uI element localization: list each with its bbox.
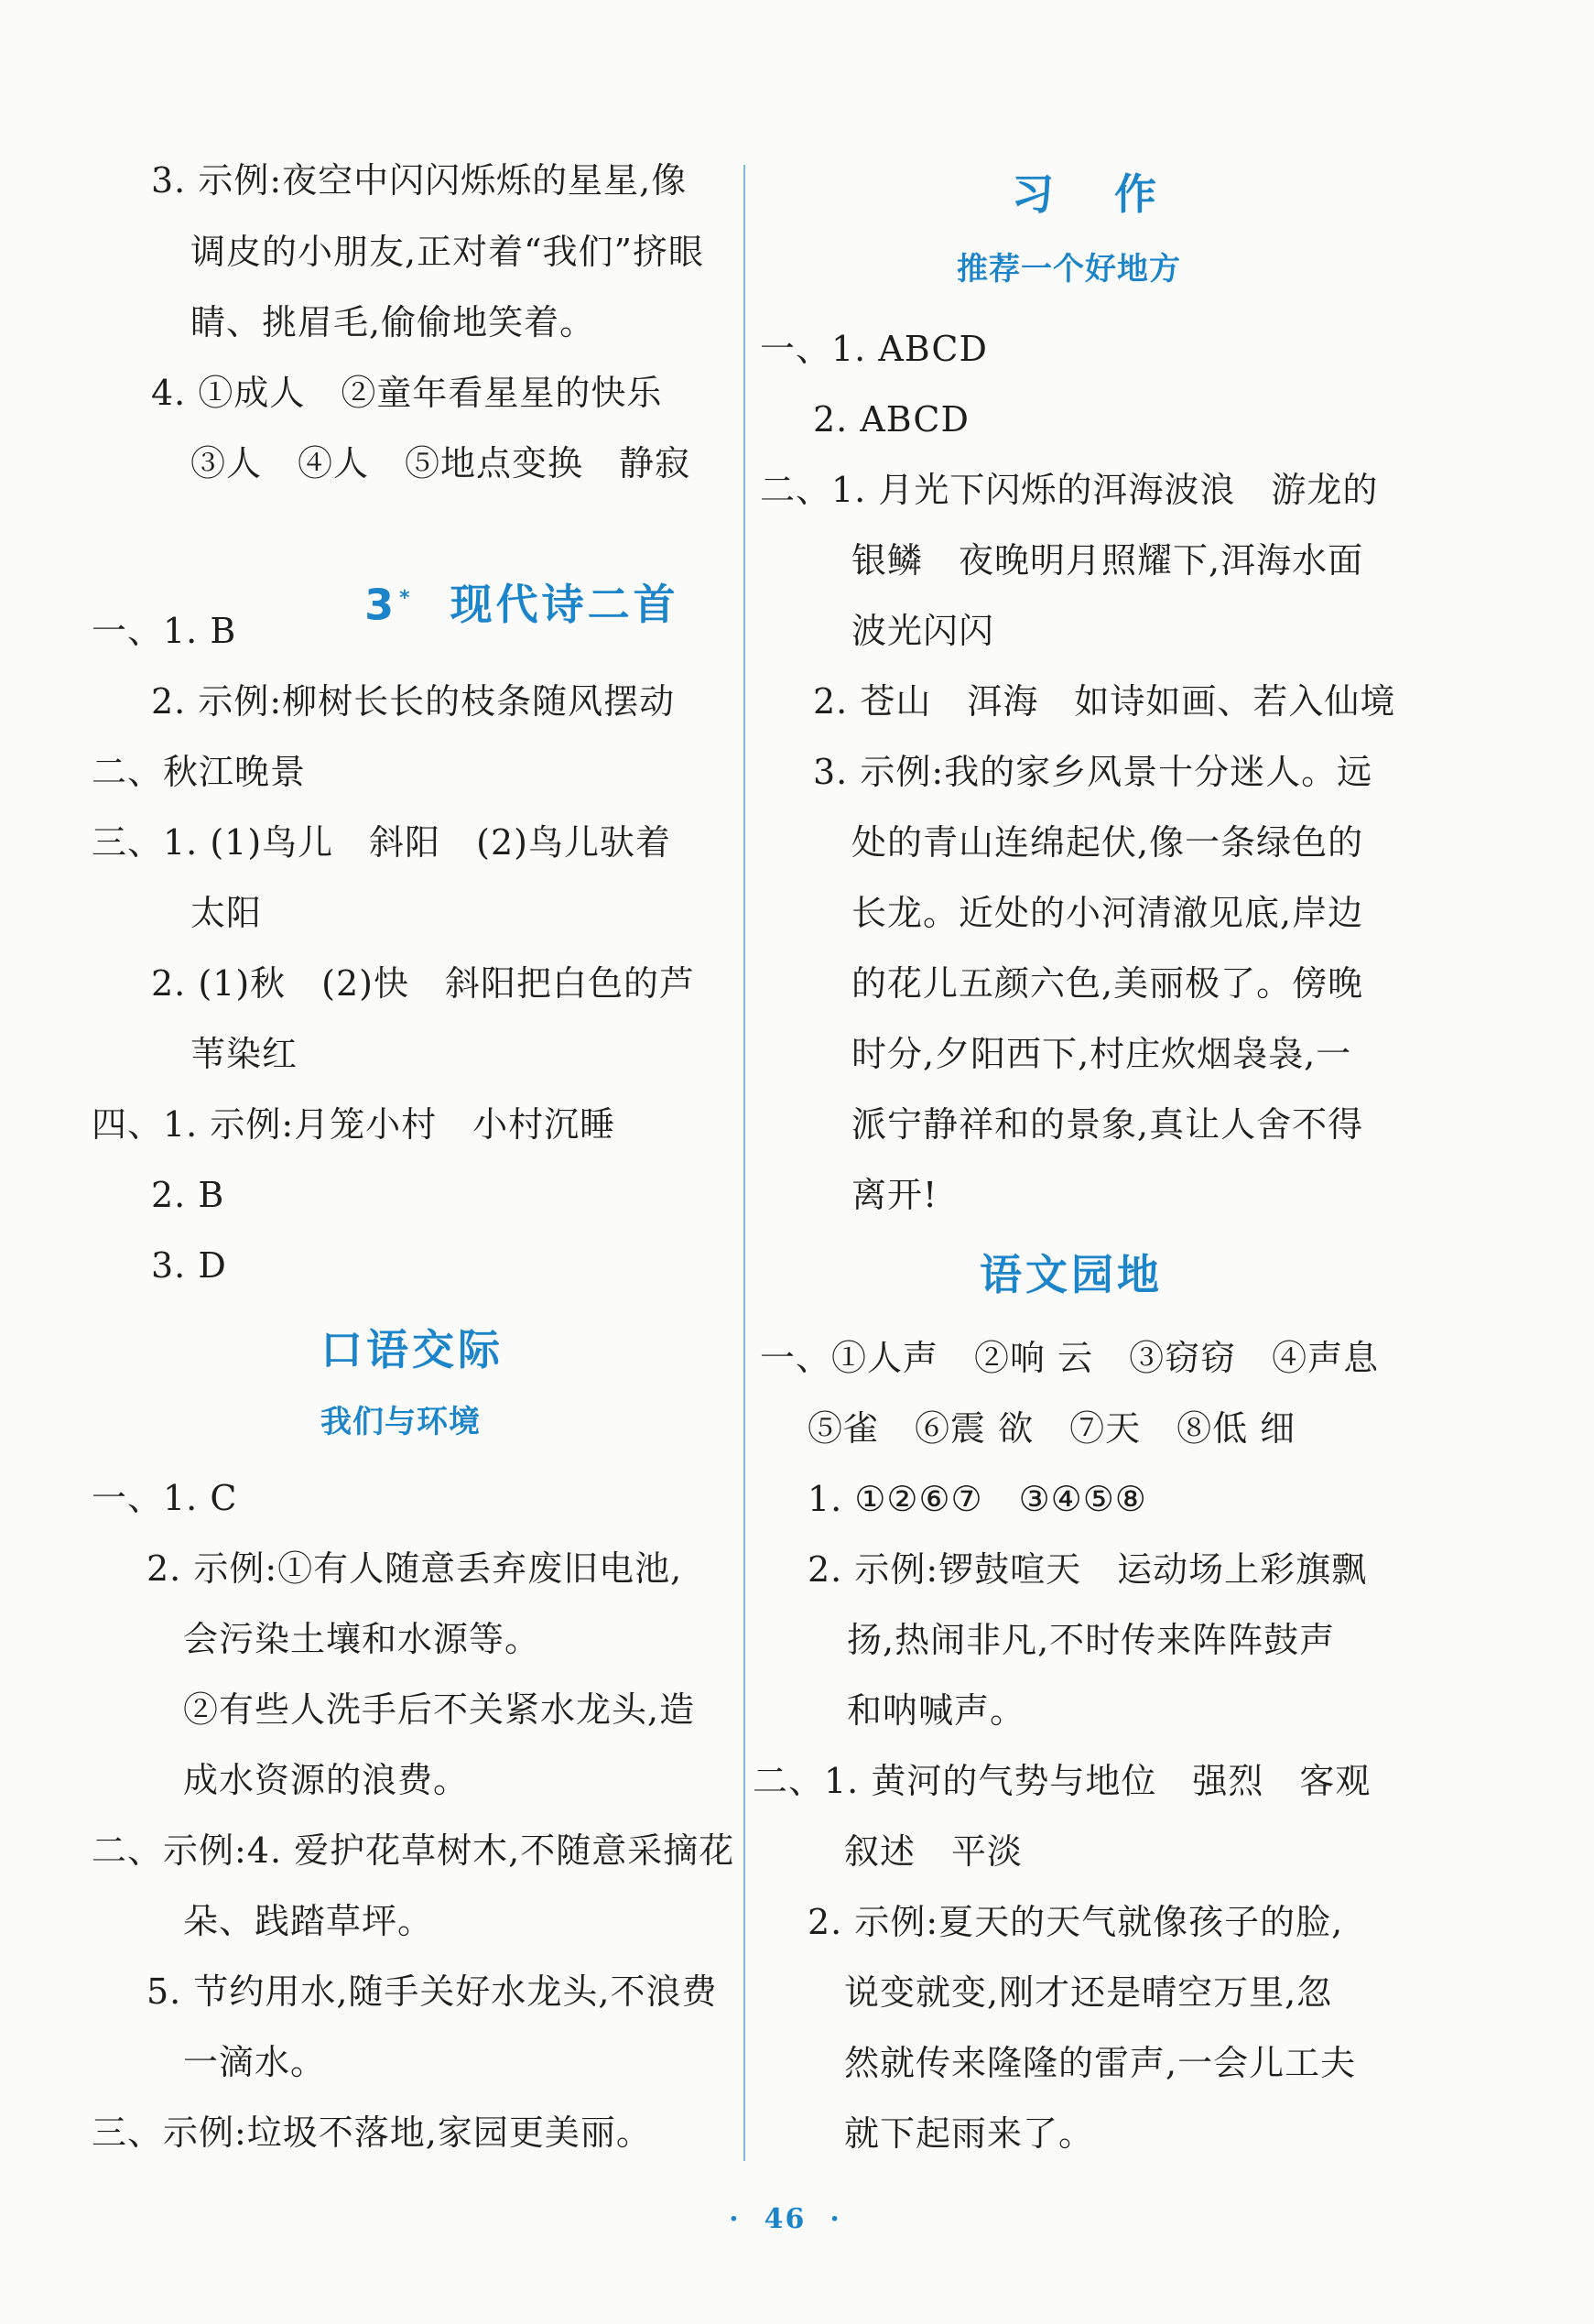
answer-line: 2. (1)秋 (2)快 斜阳把白色的芦 xyxy=(151,963,695,1004)
answer-line: 苇染红 xyxy=(190,1034,298,1074)
answer-line: 二、秋江晚景 xyxy=(92,752,307,792)
answer-line: 4. ①成人 ②童年看星星的快乐 xyxy=(151,373,663,413)
answer-line: 四、1. 示例:月笼小村 小村沉睡 xyxy=(92,1104,616,1145)
answer-line: 2. B xyxy=(151,1175,225,1215)
answer-line: 太阳 xyxy=(190,893,263,933)
answer-line: 离开! xyxy=(851,1175,938,1215)
lesson-number: 3 xyxy=(364,580,398,630)
answer-line: 三、1. (1)鸟儿 斜阳 (2)鸟儿驮着 xyxy=(92,822,671,863)
answer-line: 2. 示例:柳树长长的枝条随风摆动 xyxy=(151,681,676,722)
answer-line: 叙述 平淡 xyxy=(844,1831,1024,1872)
answer-line: 3. 示例:夜空中闪闪烁烁的星星,像 xyxy=(151,160,688,201)
section-title-poems xyxy=(255,522,679,681)
answer-line: 5. 节约用水,随手关好水龙头,不浪费 xyxy=(146,1971,718,2012)
answer-line: 2. 示例:锣鼓喧天 运动场上彩旗飘 xyxy=(808,1549,1368,1590)
section-title-garden: 语文园地 xyxy=(980,1250,1163,1299)
column-divider xyxy=(743,165,745,2161)
answer-line: 2. 示例:夏天的天气就像孩子的脸, xyxy=(808,1902,1344,1942)
answer-line: 和呐喊声。 xyxy=(847,1690,1026,1731)
answer-line: 一、1. ABCD xyxy=(760,329,988,369)
answer-line: 时分,夕阳西下,村庄炊烟袅袅,一 xyxy=(851,1034,1352,1074)
section-subtitle-writing: 推荐一个好地方 xyxy=(957,251,1181,288)
answer-line: 银鳞 夜晚明月照耀下,洱海水面 xyxy=(851,540,1364,581)
answer-line: 一、①人声 ②响 云 ③窃窃 ④声息 xyxy=(760,1338,1380,1378)
answer-line: 朵、践踏草坪。 xyxy=(183,1901,434,1941)
answer-line: 2. 示例:①有人随意丢弃废旧电池, xyxy=(146,1548,683,1589)
answer-line: 一、1. B xyxy=(92,611,237,651)
answer-line: 二、1. 黄河的气势与地位 强烈 客观 xyxy=(753,1761,1372,1801)
answer-line: 二、示例:4. 爱护花草树木,不随意采摘花 xyxy=(92,1830,735,1871)
answer-line: 长龙。近处的小河清澈见底,岸边 xyxy=(851,893,1364,933)
answer-line: 处的青山连绵起伏,像一条绿色的 xyxy=(851,822,1364,863)
answer-line: 一、1. C xyxy=(92,1478,238,1518)
page-dot-right: · xyxy=(830,2203,865,2235)
section-title-writing: 习 作 xyxy=(1012,169,1166,219)
section-title-oral: 口语交际 xyxy=(320,1325,504,1374)
answer-line: 波光闪闪 xyxy=(851,611,995,651)
answer-line: 二、1. 月光下闪烁的洱海波浪 游龙的 xyxy=(760,470,1379,510)
optional-mark: * xyxy=(399,587,414,610)
answer-line: 就下起雨来了。 xyxy=(844,2113,1095,2154)
answer-line: 3. D xyxy=(151,1245,227,1286)
page-dot-left: · xyxy=(729,2203,764,2235)
page-number xyxy=(0,2203,1594,2235)
answer-line: 1. ①②⑥⑦ ③④⑤⑧ xyxy=(808,1479,1147,1519)
lesson-title: 现代诗二首 xyxy=(450,580,679,630)
answer-line: 3. 示例:我的家乡风景十分迷人。远 xyxy=(813,752,1373,792)
answer-line: 成水资源的浪费。 xyxy=(183,1760,470,1800)
answer-line: 一滴水。 xyxy=(183,2042,327,2082)
answer-line: 然就传来隆隆的雷声,一会儿工夫 xyxy=(844,2043,1357,2083)
page-number-value: 46 xyxy=(764,2203,807,2235)
section-subtitle-oral: 我们与环境 xyxy=(320,1404,481,1440)
answer-line: ②有些人洗手后不关紧水龙头,造 xyxy=(183,1689,696,1730)
answer-line: 派宁静祥和的景象,真让人舍不得 xyxy=(851,1104,1364,1145)
answer-line: 2. ABCD xyxy=(813,399,970,440)
answer-line: 睛、挑眉毛,偷偷地笑着。 xyxy=(190,302,596,342)
answer-line: ⑤雀 ⑥震 欲 ⑦天 ⑧低 细 xyxy=(808,1408,1296,1449)
answer-line: 会污染土壤和水源等。 xyxy=(183,1619,541,1659)
answer-line: 2. 苍山 洱海 如诗如画、若入仙境 xyxy=(813,681,1396,722)
answer-line: 调皮的小朋友,正对着“我们”挤眼 xyxy=(190,232,704,272)
answer-line: 三、示例:垃圾不落地,家园更美丽。 xyxy=(92,2112,652,2153)
answer-line: 的花儿五颜六色,美丽极了。傍晚 xyxy=(851,963,1364,1004)
answer-line: ③人 ④人 ⑤地点变换 静寂 xyxy=(190,443,691,483)
answer-line: 说变就变,刚才还是晴空万里,忽 xyxy=(844,1972,1333,2013)
answer-line: 扬,热闹非凡,不时传来阵阵鼓声 xyxy=(847,1620,1336,1660)
